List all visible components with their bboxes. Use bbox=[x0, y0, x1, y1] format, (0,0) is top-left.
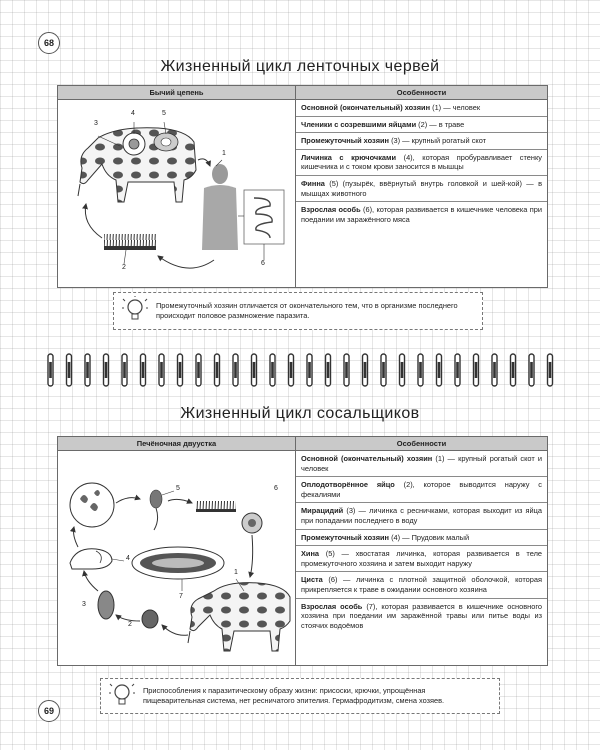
tapeworm-features-column bbox=[296, 86, 547, 287]
fluke-right-header: Особенности bbox=[296, 437, 547, 451]
list-item: Взрослая особь (7), которая развивается в кишечнике основного хозяина при поедании им заражённой травы или питье воды из стоячих водоёмов bbox=[301, 601, 543, 630]
fluke-label-6: 6 bbox=[274, 485, 278, 492]
tapeworm-lifecycle-diagram bbox=[58, 100, 295, 287]
tapeworm-label-4: 4 bbox=[131, 110, 135, 117]
fluke-features-column bbox=[296, 437, 547, 665]
tapeworm-left-header: Бычий цепень bbox=[58, 86, 295, 100]
lightbulb-icon bbox=[109, 681, 135, 711]
intestine-inset bbox=[244, 190, 284, 244]
fluke-feature-list bbox=[296, 451, 547, 665]
tapeworm-feature-list bbox=[296, 100, 547, 287]
page-number-bottom: 69 bbox=[38, 700, 60, 722]
fluke-label-2: 2 bbox=[128, 621, 132, 628]
list-item: Финна (5) (пузырёк, ввёрнутый внутрь головкой и шей-кой) — в мышцах животного bbox=[296, 176, 547, 202]
fluke-label-3: 3 bbox=[82, 601, 86, 608]
tapeworm-label-6: 6 bbox=[261, 260, 265, 267]
human-illustration bbox=[202, 164, 238, 250]
fluke-label-5: 5 bbox=[176, 485, 180, 492]
fluke-cycle-svg bbox=[58, 451, 296, 667]
tapeworm-section-title: Жизненный цикл ленточных червей bbox=[160, 58, 440, 75]
list-item: Оплодотворённое яйцо (2), которое выводится наружу с фекалиями bbox=[296, 477, 547, 503]
spiral-binding bbox=[42, 350, 562, 390]
list-item: Личинка с крючочками (4), которая пробуравливает стенку кишечника и с током крови заносится в мышцы bbox=[296, 150, 547, 176]
list-item: Основной (окончательный) хозяин (1) — человек bbox=[296, 100, 547, 117]
fluke-left-header: Печёночная двуустка bbox=[58, 437, 295, 451]
page-number-top: 68 bbox=[38, 32, 60, 54]
fluke-note bbox=[100, 678, 500, 714]
fluke-label-1: 1 bbox=[234, 569, 238, 576]
fluke-lifecycle-diagram bbox=[58, 451, 295, 665]
fluke-section-title: Жизненный цикл сосальщиков bbox=[180, 405, 420, 422]
tapeworm-right-header: Особенности bbox=[296, 86, 547, 100]
fluke-diagram-column bbox=[58, 437, 296, 665]
fluke-label-7: 7 bbox=[179, 593, 183, 600]
tapeworm-label-3: 3 bbox=[94, 120, 98, 127]
list-item: Циста (6) — личинка с плотной защитной оболочкой, которая прикрепляется к траве в ожидании основного хозяина bbox=[296, 572, 547, 598]
list-item: Промежуточный хозяин (4) — Прудовик малый bbox=[296, 530, 547, 547]
tapeworm-diagram-column bbox=[58, 86, 296, 287]
tapeworm-label-1: 1 bbox=[222, 150, 226, 157]
list-item: Взрослая особь (6), которая развивается в кишечнике человека при поедании им заражённого мяса bbox=[301, 205, 542, 224]
tapeworm-note-text: Промежуточный хозяин отличается от окончательного тем, что в организме последнего происходит половое размножение паразита. bbox=[156, 301, 458, 320]
list-item: Членики с созревшими яйцами (2) — в траве bbox=[296, 117, 547, 134]
list-item: Основной (окончательный) хозяин (1) — крупный рогатый скот и человек bbox=[296, 451, 547, 477]
tapeworm-label-5: 5 bbox=[162, 110, 166, 117]
cow-illustration bbox=[188, 583, 290, 651]
fluke-note-text: Приспособления к паразитическому образу жизни: присоски, крючки, упрощённая пищеварительная система, нет ресничатого эпителия. Гермафродитизм, смена хозяев. bbox=[143, 686, 445, 705]
tapeworm-label-2: 2 bbox=[122, 264, 126, 271]
list-item: Промежуточный хозяин (3) — крупный рогатый скот bbox=[296, 133, 547, 150]
tapeworm-table bbox=[57, 85, 548, 288]
fluke-table bbox=[57, 436, 548, 666]
fluke-label-4: 4 bbox=[126, 555, 130, 562]
list-item: Мирацидий (3) — личинка с ресничками, которая выходит из яйца при попадании последнего в воду bbox=[296, 503, 547, 529]
lightbulb-icon bbox=[122, 296, 148, 326]
list-item: Хина (5) — хвостатая личинка, которая развивается в теле промежуточного хозяина и затем выходит наружу bbox=[296, 546, 547, 572]
tapeworm-note bbox=[113, 292, 483, 330]
